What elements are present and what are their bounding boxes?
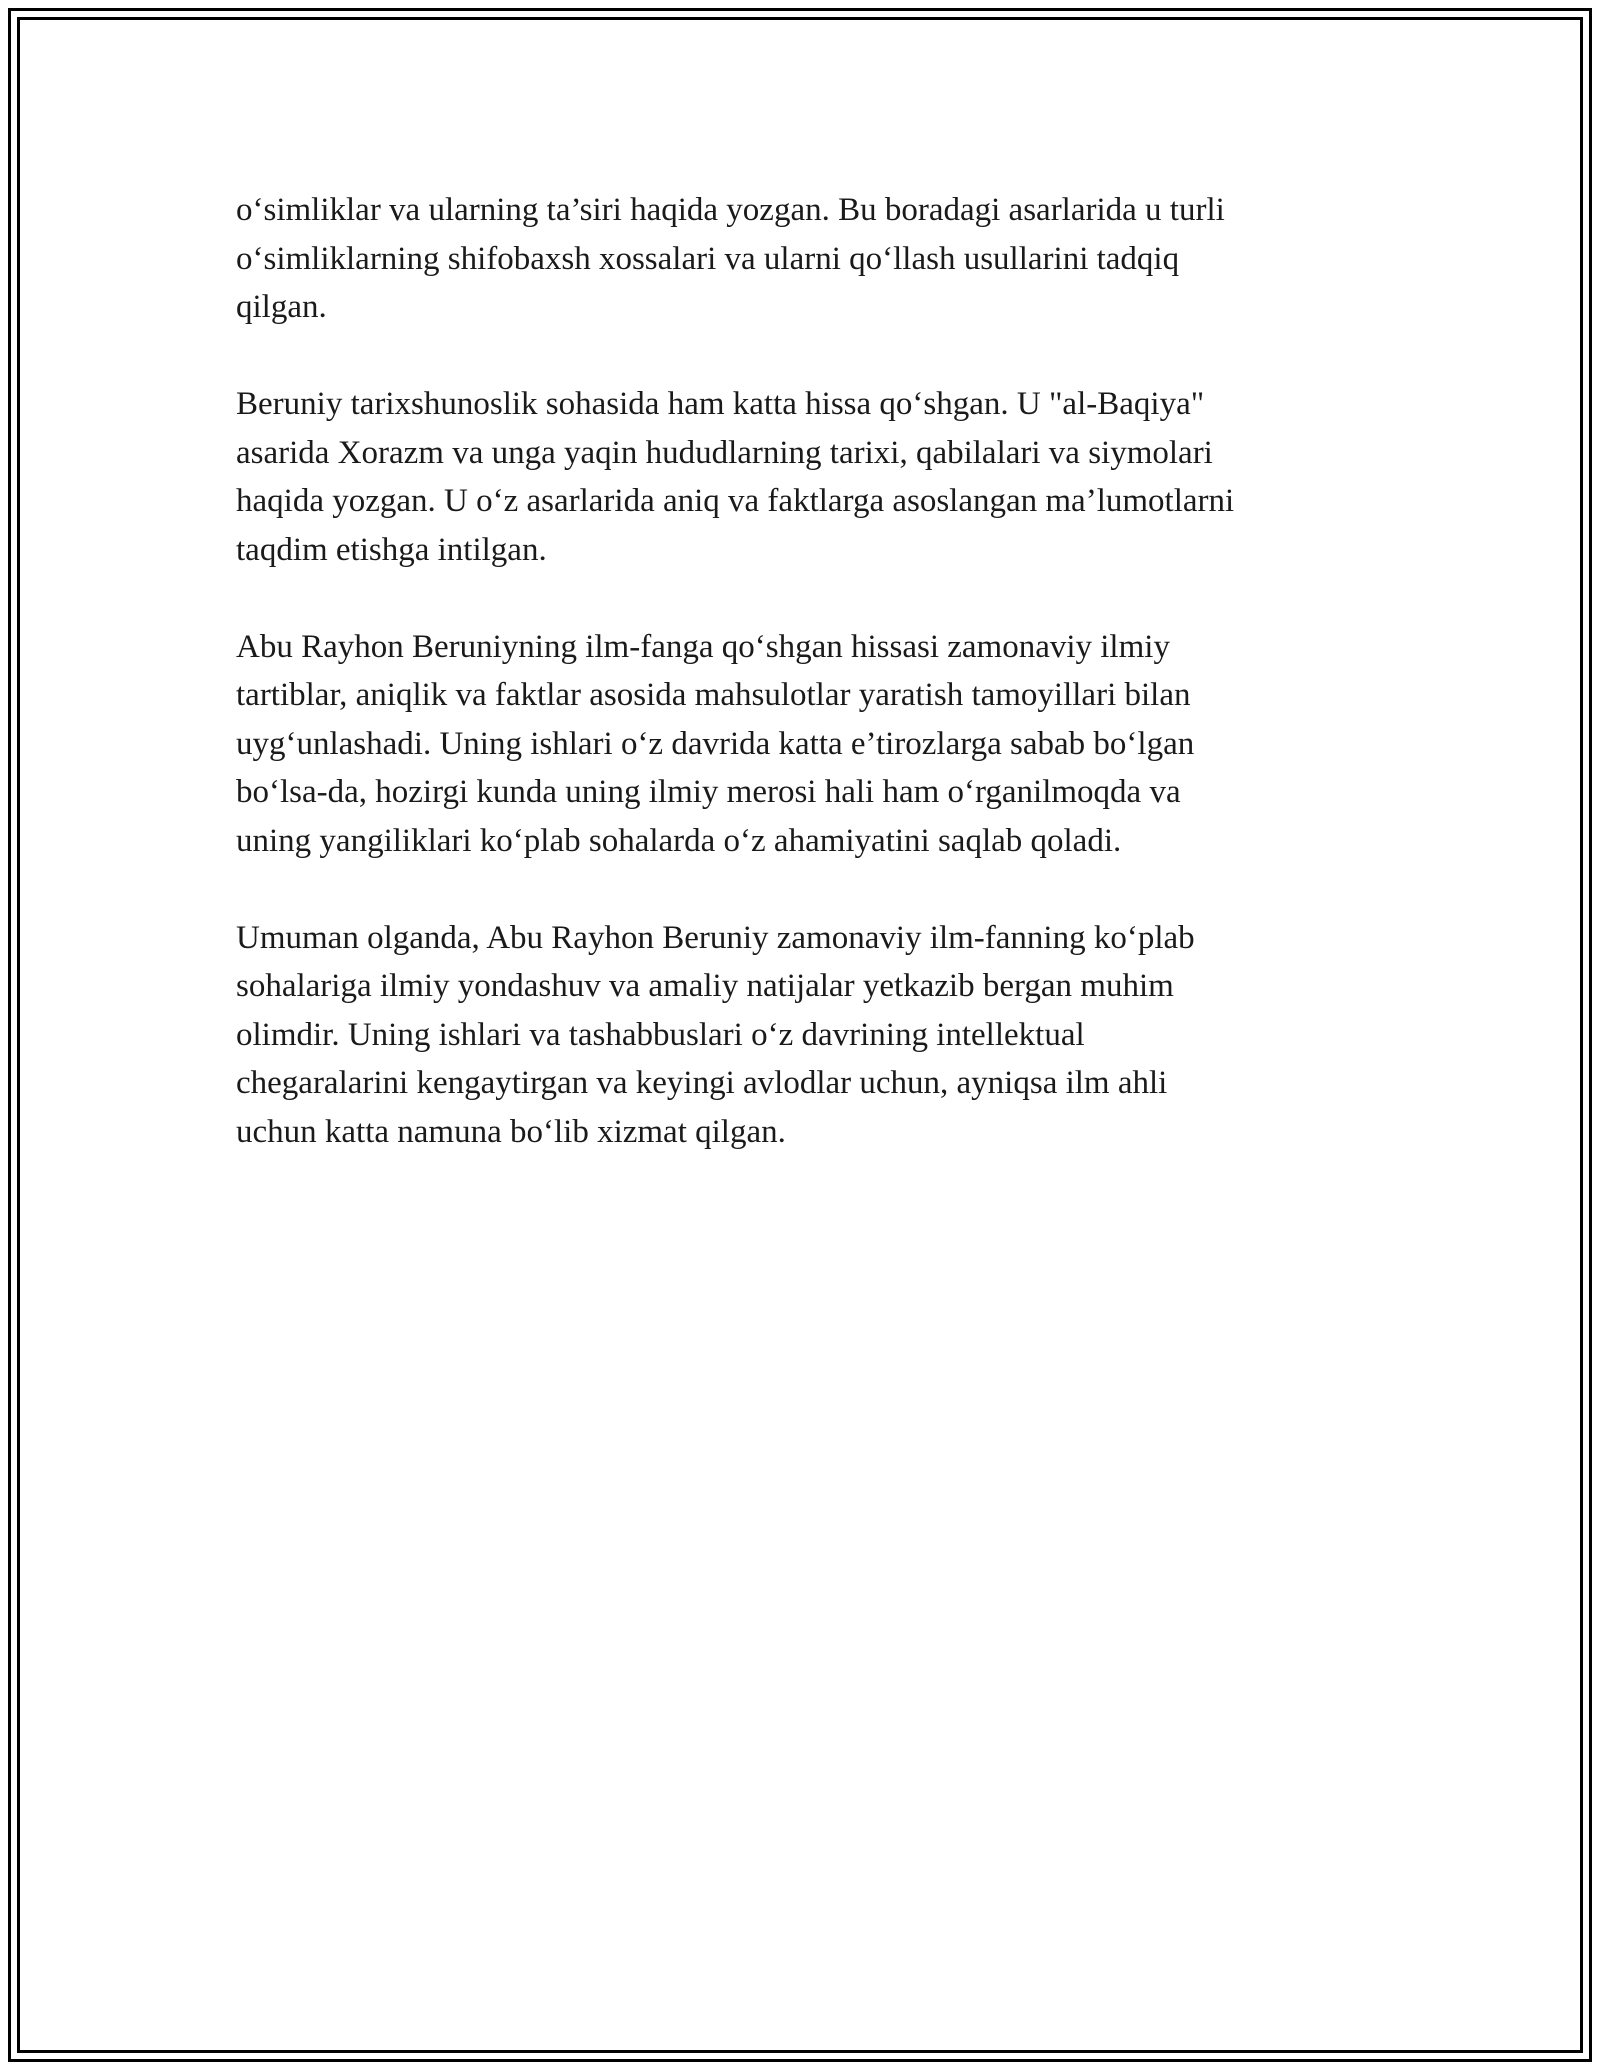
paragraph-plants: o‘simliklar va ularning ta’siri haqida yozgan. Bu boradagi asarlarida u turli o‘simliklarning shifobaxsh xossalari va ularni qo‘llash usullarini tadqiq qilgan. [236, 192, 1225, 325]
paragraph-conclusion: Umuman olganda, Abu Rayhon Beruniy zamonaviy ilm-fanning ko‘plab sohalariga ilmiy yondashuv va amaliy natijalar yetkazib bergan muhim olimdir. Uning ishlari va tashabbuslari o‘z davrining intellektual chegaralarini kengaytirgan va keyingi avlodlar uchun, ayniqsa ilm ahli uchun katta namuna bo‘lib xizmat qilgan. [236, 919, 1195, 1150]
document-body [236, 186, 1366, 1205]
paragraph-contribution: Abu Rayhon Beruniyning ilm-fanga qo‘shgan hissasi zamonaviy ilmiy tartiblar, aniqlik va faktlar asosida mahsulotlar yaratish tamoyillari bilan uyg‘unlashadi. Uning ishlari o‘z davrida katta e’tirozlarga sabab bo‘lgan bo‘lsa-da, hozirgi kunda uning ilmiy merosi hali ham o‘rganilmoqda va uning yangiliklari ko‘plab sohalarda o‘z ahamiyatini saqlab qoladi. [236, 628, 1195, 859]
paragraph-historiography: Beruniy tarixshunoslik sohasida ham katta hissa qo‘shgan. U "al-Baqiya" asarida Xorazm va unga yaqin hududlarning tarixi, qabilalari va siymolari haqida yozgan. U o‘z asarlarida aniq va faktlarga asoslangan ma’lumotlarni taqdim etishga intilgan. [236, 386, 1235, 568]
